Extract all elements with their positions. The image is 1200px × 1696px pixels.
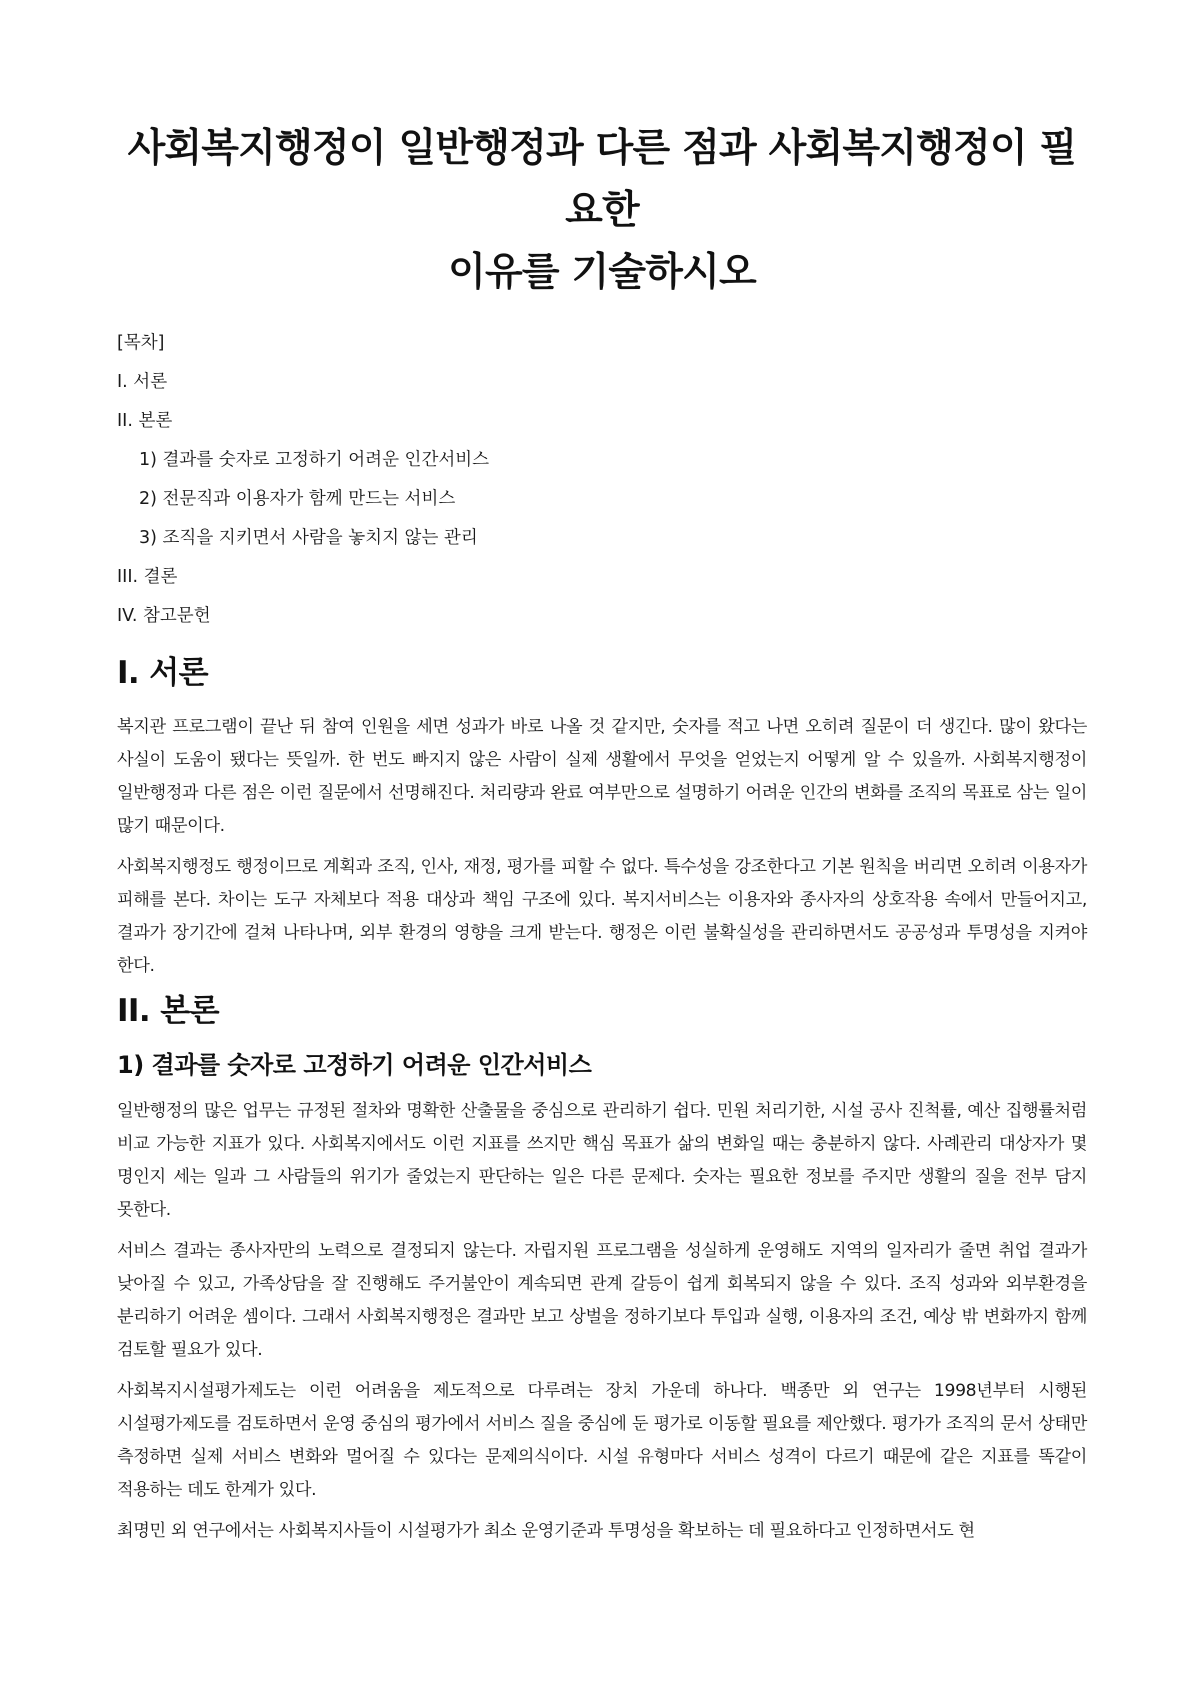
- section-heading-intro: I. 서론: [117, 655, 208, 691]
- intro-paragraph: 사회복지행정도 행정이므로 계획과 조직, 인사, 재정, 평가를 피할 수 없다. 특수성을 강조한다고 기본 원칙을 버리면 오히려 이용자가 피해를 본다. 차이는 도구 자체보다 적용 대상과 책임 구조에 있다. 복지서비스는 이용자와 종사자의 상호작용 속에서 만들어지고, 결과가 장기간에 걸쳐 나타나며, 외부 환경의 영향을 크게 받는다. 행정은 이런 불확실성을 관리하면서도 공공성과 투명성을 지켜야 한다.: [117, 857, 1087, 976]
- body-paragraph: 사회복지시설평가제도는 이런 어려움을 제도적으로 다루려는 장치 가운데 하나다. 백종만 외 연구는 1998년부터 시행된 시설평가제도를 검토하면서 운영 중심의 평가에서 서비스 질을 중심에 둔 평가로 이동할 필요를 제안했다. 평가가 조직의 문서 상태만 측정하면 실제 서비스 변화와 멀어질 수 있다는 문제의식이다. 시설 유형마다 서비스 성격이 다르기 때문에 같은 지표를 똑같이 적용하는 데도 한계가 있다.: [117, 1381, 1087, 1500]
- toc-item-references: IV. 참고문헌: [117, 606, 211, 626]
- toc-heading: [목차]: [117, 333, 165, 353]
- section-heading-body: II. 본론: [117, 993, 219, 1029]
- toc-item-body-3: 3) 조직을 지키면서 사람을 놓치지 않는 관리: [139, 528, 478, 548]
- toc-item-intro: I. 서론: [117, 372, 168, 392]
- intro-paragraph: 복지관 프로그램이 끝난 뒤 참여 인원을 세면 성과가 바로 나올 것 같지만, 숫자를 적고 나면 오히려 질문이 더 생긴다. 많이 왔다는 사실이 도움이 됐다는 뜻일까. 한 번도 빠지지 않은 사람이 실제 생활에서 무엇을 얻었는지 어떻게 알 수 있을까. 사회복지행정이 일반행정과 다른 점은 이런 질문에서 선명해진다. 처리량과 완료 여부만으로 설명하기 어려운 인간의 변화를 조직의 목표로 삼는 일이 많기 때문이다.: [117, 717, 1087, 836]
- toc-item-body-1: 1) 결과를 숫자로 고정하기 어려운 인간서비스: [139, 450, 490, 470]
- toc-item-body-2: 2) 전문직과 이용자가 함께 만드는 서비스: [139, 489, 456, 509]
- body-paragraph: 최명민 외 연구에서는 사회복지사들이 시설평가가 최소 운영기준과 투명성을 확보하는 데 필요하다고 인정하면서도 현: [117, 1521, 975, 1541]
- body-paragraph: 일반행정의 많은 업무는 규정된 절차와 명확한 산출물을 중심으로 관리하기 쉽다. 민원 처리기한, 시설 공사 진척률, 예산 집행률처럼 비교 가능한 지표가 있다. 사회복지에서도 이런 지표를 쓰지만 핵심 목표가 삶의 변화일 때는 충분하지 않다. 사례관리 대상자가 몇 명인지 세는 일과 그 사람들의 위기가 줄었는지 판단하는 일은 다른 문제다. 숫자는 필요한 정보를 주지만 생활의 질을 전부 담지 못한다.: [117, 1101, 1087, 1220]
- subsection-heading-1: 1) 결과를 숫자로 고정하기 어려운 인간서비스: [117, 1051, 592, 1079]
- document-title-line-1: 사회복지행정이 일반행정과 다른 점과 사회복지행정이 필요한: [127, 126, 1077, 233]
- document-title: [117, 118, 1087, 304]
- toc-item-body: II. 본론: [117, 411, 173, 431]
- table-of-contents: [117, 332, 1087, 627]
- document-title-line-2: 이유를 기술하시오: [448, 250, 756, 295]
- toc-item-conclusion: III. 결론: [117, 567, 178, 587]
- body-paragraph: 서비스 결과는 종사자만의 노력으로 결정되지 않는다. 자립지원 프로그램을 성실하게 운영해도 지역의 일자리가 줄면 취업 결과가 낮아질 수 있고, 가족상담을 잘 진행해도 주거불안이 계속되면 관계 갈등이 쉽게 회복되지 않을 수 있다. 조직 성과와 외부환경을 분리하기 어려운 셈이다. 그래서 사회복지행정은 결과만 보고 상벌을 정하기보다 투입과 실행, 이용자의 조건, 예상 밖 변화까지 함께 검토할 필요가 있다.: [117, 1241, 1087, 1360]
